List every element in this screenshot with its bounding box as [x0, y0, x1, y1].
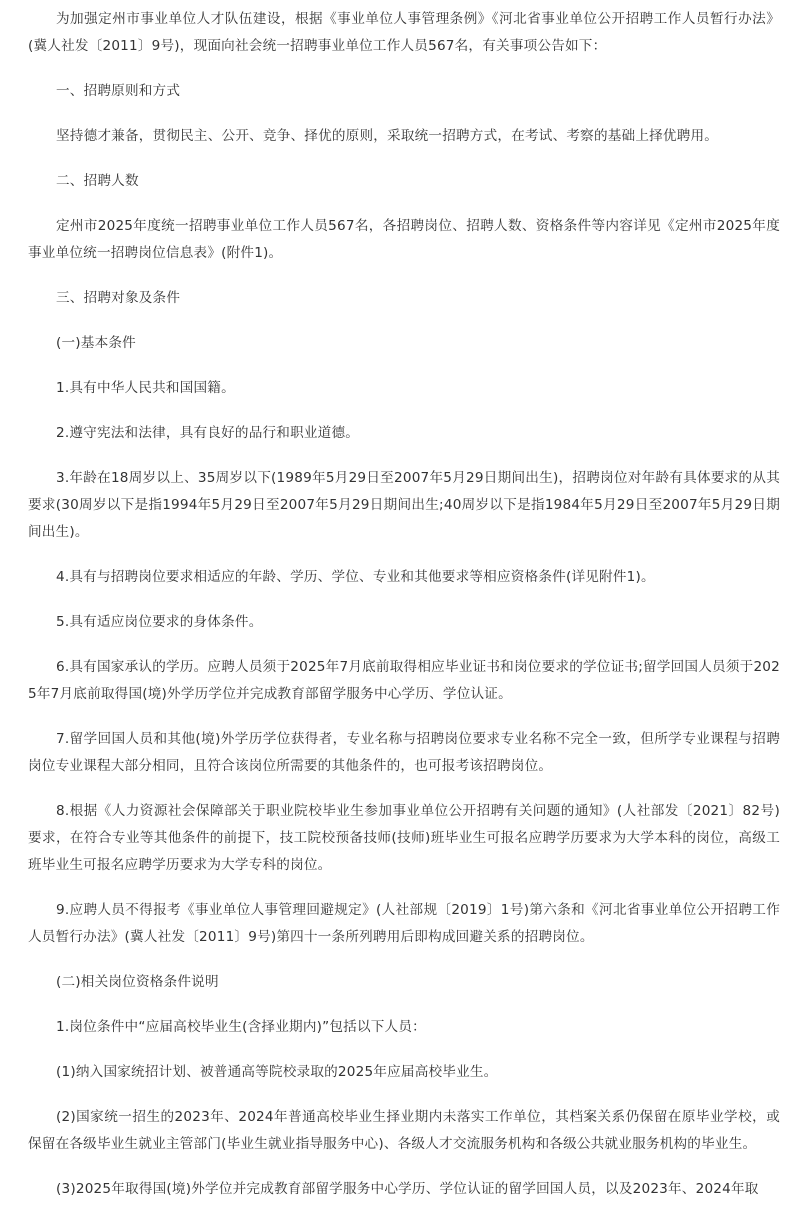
- subheading-basic-conditions: (一)基本条件: [56, 335, 136, 351]
- position-subitem-2: (2)国家统一招生的2023年、2024年普通高校毕业生择业期内未落实工作单位，其档案关系仍保留在原毕业学校，或保留在各级毕业生就业主管部门(毕业生就业指导服务中心)、各级人才交流服务机构和各级公共就业服务机构的毕业生。: [28, 1109, 780, 1152]
- section-heading-conditions: 三、招聘对象及条件: [56, 290, 181, 306]
- position-subitem-3: (3)2025年取得国(境)外学位并完成教育部留学服务中心学历、学位认证的留学回国人员，以及2023年、2024年取: [56, 1181, 759, 1197]
- position-subitem-1: (1)纳入国家统招计划、被普通高等院校录取的2025年应届高校毕业生。: [56, 1064, 498, 1080]
- subheading-position-conditions: (二)相关岗位资格条件说明: [56, 974, 219, 990]
- condition-item-3: 3.年龄在18周岁以上、35周岁以下(1989年5月29日至2007年5月29日期间出生)，招聘岗位对年龄有具体要求的从其要求(30周岁以下是指1994年5月29日至2007年5月29日期间出生;40周岁以下是指1984年5月29日至2007年5月29日期间出生)。: [28, 470, 780, 540]
- condition-item-9: 9.应聘人员不得报考《事业单位人事管理回避规定》(人社部规〔2019〕1号)第六条和《河北省事业单位公开招聘工作人员暂行办法》(冀人社发〔2011〕9号)第四十一条所列聘用后即构成回避关系的招聘岗位。: [28, 902, 780, 945]
- condition-item-4: 4.具有与招聘岗位要求相适应的年龄、学历、学位、专业和其他要求等相应资格条件(详见附件1)。: [56, 569, 655, 585]
- section-heading-number: 二、招聘人数: [56, 173, 139, 189]
- condition-item-2: 2.遵守宪法和法律，具有良好的品行和职业道德。: [56, 425, 360, 441]
- position-item-1: 1.岗位条件中“应届高校毕业生(含择业期内)”包括以下人员：: [56, 1019, 426, 1035]
- condition-item-8: 8.根据《人力资源社会保障部关于职业院校毕业生参加事业单位公开招聘有关问题的通知》(人社部发〔2021〕82号)要求，在符合专业等其他条件的前提下，技工院校预备技师(技师)班毕业生可报名应聘学历要求为大学本科的岗位，高级工班毕业生可报名应聘学历要求为大学专科的岗位。: [28, 803, 780, 873]
- paragraph-principles: 坚持德才兼备，贯彻民主、公开、竞争、择优的原则，采取统一招聘方式，在考试、考察的基础上择优聘用。: [56, 128, 719, 144]
- announcement-body: [28, 6, 780, 1214]
- intro-paragraph: 为加强定州市事业单位人才队伍建设，根据《事业单位人事管理条例》《河北省事业单位公开招聘工作人员暂行办法》(冀人社发〔2011〕9号)，现面向社会统一招聘事业单位工作人员567名，有关事项公告如下：: [28, 11, 780, 54]
- paragraph-number: 定州市2025年度统一招聘事业单位工作人员567名，各招聘岗位、招聘人数、资格条件等内容详见《定州市2025年度事业单位统一招聘岗位信息表》(附件1)。: [28, 218, 780, 261]
- condition-item-5: 5.具有适应岗位要求的身体条件。: [56, 614, 263, 630]
- condition-item-6: 6.具有国家承认的学历。应聘人员须于2025年7月底前取得相应毕业证书和岗位要求的学位证书;留学回国人员须于2025年7月底前取得国(境)外学历学位并完成教育部留学服务中心学历、学位认证。: [28, 659, 780, 702]
- condition-item-7: 7.留学回国人员和其他(境)外学历学位获得者，专业名称与招聘岗位要求专业名称不完全一致，但所学专业课程与招聘岗位专业课程大部分相同，且符合该岗位所需要的其他条件的，也可报考该招聘岗位。: [28, 731, 780, 774]
- condition-item-1: 1.具有中华人民共和国国籍。: [56, 380, 235, 396]
- section-heading-principles: 一、招聘原则和方式: [56, 83, 181, 99]
